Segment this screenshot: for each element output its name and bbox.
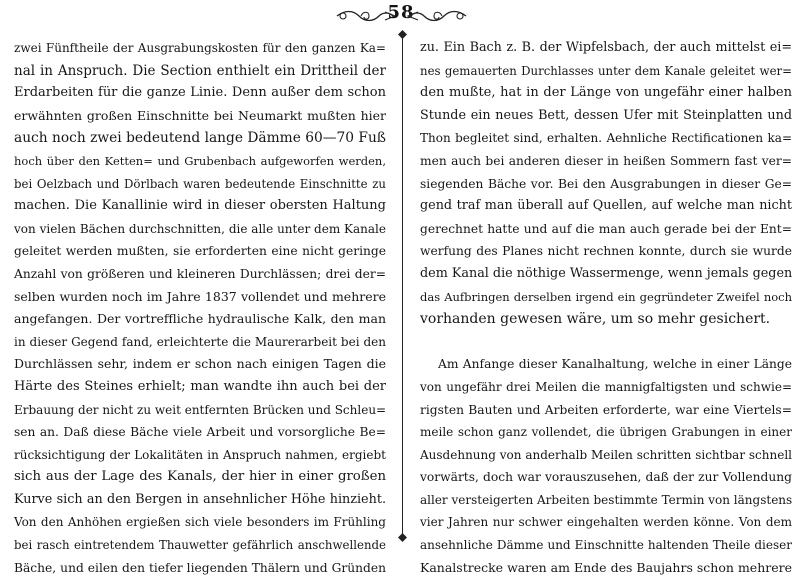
text-line: Anzahl von größeren und kleineren Durchlässen; drei der= (14, 266, 386, 281)
text-line: dem Kanal die nöthige Wassermenge, wenn jemals gegen (420, 265, 793, 281)
text-line: meile schon ganz vollendet, die übrigen Grabungen in einer (420, 425, 792, 440)
text-line: sen an. Daß diese Bäche viele Arbeit und vorsorgliche Be= (14, 425, 386, 440)
left-text-column (14, 37, 386, 579)
text-line: von vielen Bächen durchschnitten, die alle unter dem Kanale (14, 221, 386, 236)
text-line: erwähnten großen Einschnitte bei Neumarkt mußten hier (14, 107, 386, 123)
page-header (0, 2, 800, 28)
text-line: sich aus der Lage des Kanals, der hier in einer großen (14, 469, 386, 485)
text-line: Kanalstrecke waren am Ende des Baujahrs schon mehrere (420, 559, 792, 575)
text-line: in dieser Gegend fand, erleichterte die Maurerarbeit bei den (14, 334, 386, 349)
column-divider (402, 34, 403, 539)
text-line: gend traf man überall auf Quellen, auf welche man nicht (420, 198, 792, 214)
text-line: zwei Fünftheile der Ausgrabungskosten für den ganzen Ka= (14, 41, 386, 55)
text-line: auch noch zwei bedeutend lange Dämme 60—70 Fuß (14, 130, 386, 147)
text-line: vorhanden gewesen wäre, um so mehr gesichert. (420, 311, 771, 328)
right-ornament-icon (406, 8, 468, 24)
text-line: hoch über den Ketten= und Grubenbach aufgeworfen werden, (14, 153, 386, 168)
text-line: rigsten Bauten und Arbeiten erforderte, war eine Viertels= (420, 402, 792, 417)
text-line: Stunde ein neues Bett, dessen Ufer mit Steinplatten und (420, 107, 792, 123)
text-line: gerechnet hatte und auf die man auch gerade bei der Ent= (420, 221, 792, 236)
text-line: rücksichtigung der Lokalitäten in Anspruch nahmen, ergiebt (14, 447, 386, 462)
text-line: machen. Die Kanallinie wird in dieser obersten Haltung (14, 198, 386, 214)
text-line: von ungefähr drei Meilen die mannigfaltigsten und schwie= (420, 379, 792, 394)
text-line: vorwärts, doch war vorauszusehen, daß der zur Vollendung (420, 470, 792, 485)
text-line: men auch bei anderen dieser in heißen Sommern fast ver= (420, 153, 792, 168)
text-line: Härte des Steines erhielt; man wandte ihn auch bei der (14, 378, 386, 394)
text-line: zu. Ein Bach z. B. der Wipfelsbach, der auch mittelst ei= (420, 40, 792, 55)
text-line: angefangen. Der vortreffliche hydraulische Kalk, den man (14, 311, 386, 327)
text-line: nal in Anspruch. Die Section enthielt ein Drittheil der (14, 62, 386, 79)
paragraph-gap (420, 331, 792, 354)
text-line: bei rasch eintretendem Thauwetter gefährlich anschwellende (14, 538, 386, 553)
text-line: den mußte, hat in der Länge von ungefähr einer halben (420, 85, 792, 101)
text-line: Am Anfange dieser Kanalhaltung, welche in einer Länge (438, 357, 792, 372)
text-line: Bäche, und eilen den tiefer liegenden Thälern und Gründen (14, 560, 386, 575)
text-line: bei Oelzbach und Dörlbach waren bedeutende Einschnitte zu (14, 176, 386, 191)
text-line: Erbauung der nicht zu weit entfernten Brücken und Schleu= (14, 402, 387, 417)
text-line: siegenden Bäche vor. Bei den Ausgrabungen in dieser Ge= (420, 176, 792, 191)
text-line: selben wurden noch im Jahre 1837 vollendet und mehrere (14, 288, 386, 304)
text-line: werfung des Planes nicht rechnen konnte, durch sie wurde (420, 244, 792, 259)
divider-bottom-ornament-icon (398, 533, 407, 542)
right-text-column (420, 37, 792, 579)
text-line: vier Jahren nur schwer eingehalten werden könne. Von dem (420, 515, 792, 530)
text-line: Durchlässen sehr, indem er schon nach einigen Tagen die (14, 356, 386, 372)
text-line: ansehnliche Dämme und Einschnitte haltenden Theile dieser (420, 538, 792, 553)
text-line: nes gemauerten Durchlasses unter dem Kanale geleitet wer= (420, 63, 792, 78)
text-line: Thon begleitet sind, erhalten. Aehnliche Rectificationen ka= (420, 131, 792, 146)
text-line: Kurve sich an den Bergen in ansehnlicher Höhe hinzieht. (14, 491, 386, 507)
text-line: Ausdehnung von anderhalb Meilen schritten sichtbar schnell (420, 447, 792, 462)
text-line: Erdarbeiten für die ganze Linie. Denn außer dem schon (14, 85, 386, 101)
text-line: geleitet werden mußten, sie erforderten eine nicht geringe (14, 244, 386, 259)
page-number: 58 (387, 2, 415, 23)
text-line: aller versteigerten Arbeiten bestimmte Termin von längstens (420, 492, 793, 507)
text-line: Von den Anhöhen ergießen sich viele besonders im Frühling (14, 515, 386, 530)
text-line: das Aufbringen derselben irgend ein gegründeter Zweifel noch (420, 289, 792, 304)
